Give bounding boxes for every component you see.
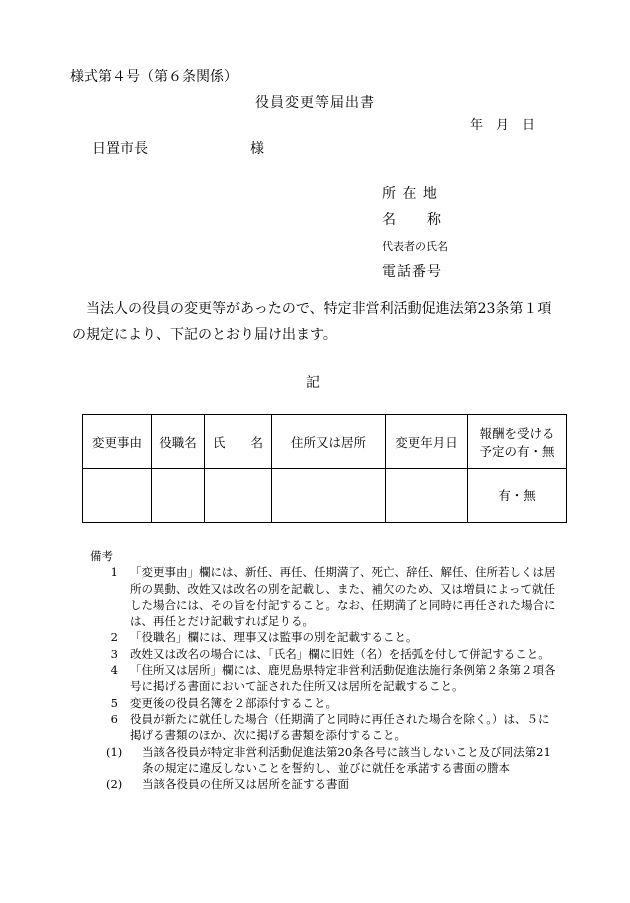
note-sub-item bbox=[90, 744, 560, 777]
form-number: 様式第４号（第６条関係） bbox=[70, 69, 238, 85]
note-text: 「変更事由」欄には、新任、再任、任期満了、死亡、辞任、解任、住所若しくは居所の異動、改姓又は改名の別を記載し、また、補欠のため、又は増員によって就任した場合には、その旨を付記すること。なお、任期満了と同時に再任された場合には、再任とだけ記載すれば足りる。 bbox=[130, 565, 556, 629]
note-sub-text: 当該各役員の住所又は居所を証する書面 bbox=[142, 777, 349, 792]
note-number: 2 bbox=[110, 630, 118, 645]
cell-remuneration[interactable]: 有・無 bbox=[468, 469, 567, 523]
note-sub-number: (1) bbox=[106, 744, 123, 759]
cell-name[interactable] bbox=[205, 469, 272, 523]
ki-label: 記 bbox=[306, 375, 320, 391]
note-item bbox=[90, 662, 560, 695]
officer-change-table bbox=[82, 414, 567, 523]
note-number: 5 bbox=[110, 695, 118, 710]
note-item bbox=[90, 711, 560, 744]
cell-position[interactable] bbox=[152, 469, 205, 523]
header-change-date: 変更年月日 bbox=[386, 415, 468, 469]
note-item bbox=[90, 629, 560, 645]
header-position: 役職名 bbox=[152, 415, 205, 469]
cell-address[interactable] bbox=[272, 469, 386, 523]
note-number: 3 bbox=[110, 646, 118, 661]
note-item bbox=[90, 564, 560, 629]
note-text: 「住所又は居所」欄には、鹿児島県特定非営利活動促進法施行条例第２条第２項各号に掲げる書面において証された住所又は居所を記載すること。 bbox=[130, 663, 556, 694]
applicant-fields bbox=[382, 183, 448, 287]
body-text: 当法人の役員の変更等があったので、特定非営利活動促進法第23条第１項の規定により、下記のとおり届け出ます。 bbox=[72, 301, 552, 343]
addressee-honorific: 様 bbox=[250, 141, 264, 157]
note-number: 6 bbox=[110, 711, 118, 726]
addressee-name: 日置市長 bbox=[92, 141, 148, 157]
header-name: 氏 名 bbox=[205, 415, 272, 469]
note-text: 変更後の役員名簿を２部添付すること。 bbox=[130, 695, 337, 710]
note-text: 改姓又は改名の場合には、「氏名」欄に旧姓（名）を括弧を付して併記すること。 bbox=[130, 646, 550, 661]
field-name: 名 称 bbox=[382, 212, 442, 228]
note-item bbox=[90, 646, 560, 662]
field-representative: 代表者の氏名 bbox=[382, 240, 448, 253]
header-change-reason: 変更事由 bbox=[83, 415, 152, 469]
field-phone: 電話番号 bbox=[382, 264, 442, 280]
table-row bbox=[83, 469, 567, 523]
table-header-row bbox=[83, 415, 567, 469]
note-number: 4 bbox=[110, 663, 118, 678]
note-item bbox=[90, 695, 560, 711]
notes bbox=[90, 548, 560, 792]
note-sub-item bbox=[90, 776, 560, 792]
notes-heading: 備考 bbox=[90, 549, 113, 563]
date-line: 年 月 日 bbox=[470, 118, 536, 133]
header-address: 住所又は居所 bbox=[272, 415, 386, 469]
note-text: 「役職名」欄には、理事又は監事の別を記載すること。 bbox=[130, 630, 418, 645]
note-sub-text: 当該各役員が特定非営利活動促進法第20条各号に該当しないこと及び同法第21条の規定に違反しないことを誓約し、並びに就任を承諾する書面の謄本 bbox=[142, 744, 551, 775]
header-remuneration: 報酬を受ける予定の有・無 bbox=[468, 415, 567, 469]
document-title: 役員変更等届出書 bbox=[255, 95, 375, 111]
note-text: 役員が新たに就任した場合（任期満了と同時に再任された場合を除く。）は、５に掲げる書類のほか、次に掲げる書類を添付すること。 bbox=[130, 711, 550, 743]
cell-change-reason[interactable] bbox=[83, 469, 152, 523]
note-number: 1 bbox=[110, 565, 118, 580]
note-sub-number: (2) bbox=[106, 777, 123, 792]
field-address: 所 在 地 bbox=[382, 186, 438, 202]
cell-change-date[interactable] bbox=[386, 469, 468, 523]
